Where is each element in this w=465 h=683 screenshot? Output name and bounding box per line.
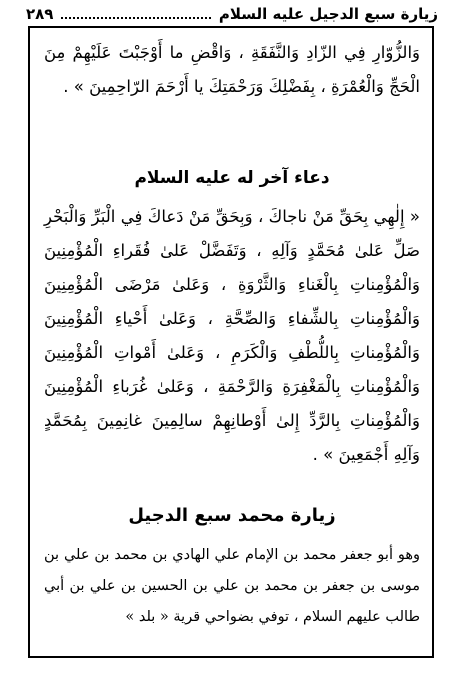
section-heading-dua: دعاء آخر له عليه السلام — [134, 168, 330, 188]
page-header — [26, 2, 438, 26]
running-title: زيارة سبع الدجيل عليه السلام — [218, 5, 438, 23]
paragraph-continuation: وَالزُّوّارِ فِي الزّادِ وَالنَّفَقَةِ ، وَاقْضِ ما أَوْجَبْتَ عَلَيْهِمْ مِنَ الْحَجِّ وَالْعُمْرَةِ ، بِفَضْلِكَ وَرَحْمَتِكَ يا أَرْحَمَ الرّاحِمِينَ » . — [44, 43, 420, 96]
paragraph-dua: « إِلٰهِي بِحَقِّ مَنْ ناجاكَ ، وَبِحَقِّ مَنْ دَعاكَ فِي الْبَرِّ وَالْبَحْرِ صَلِّ عَلىٰ مُحَمَّدٍ وَآلِهِ ، وَتَفَضَّلْ عَلىٰ فُقَراءِ الْمُؤْمِنِينَ وَالْمُؤْمِناتِ بِالْغَناءِ وَالثَّرْوَةِ ، وَعَلىٰ مَرْضَى الْمُؤْمِنِينَ وَالْمُؤْمِناتِ بِالشِّفاءِ وَالصِّحَّةِ ، وَعَلىٰ أَحْياءِ الْمُؤْمِنِينَ وَالْمُؤْمِناتِ بِاللُّطْفِ وَالْكَرَمِ ، وَعَلىٰ أَمْواتِ الْمُؤْمِنِينَ وَالْمُؤْمِناتِ بِالْمَغْفِرَةِ وَالرَّحْمَةِ ، وَعَلىٰ غُرَباءِ الْمُؤْمِنِينَ وَالْمُؤْمِناتِ بِالرَّدِّ إِلىٰ أَوْطانِهِمْ سالِمِينَ غانِمِينَ بِمُحَمَّدٍ وَآلِهِ أَجْمَعِينَ » . — [44, 207, 420, 464]
header-dot-leader — [61, 17, 210, 19]
paragraph-biography: وهو أبو جعفر محمد بن الإمام علي الهادي بن محمد بن علي بن موسى بن جعفر بن محمد بن علي بن الحسين بن علي بن أبي طالب عليهم السلام ، توفي بضواحي قرية « بلد » — [44, 547, 420, 625]
page-number: ٢٨٩ — [26, 5, 54, 23]
section-heading-ziyara: زيارة محمد سبع الدجيل — [128, 505, 336, 526]
